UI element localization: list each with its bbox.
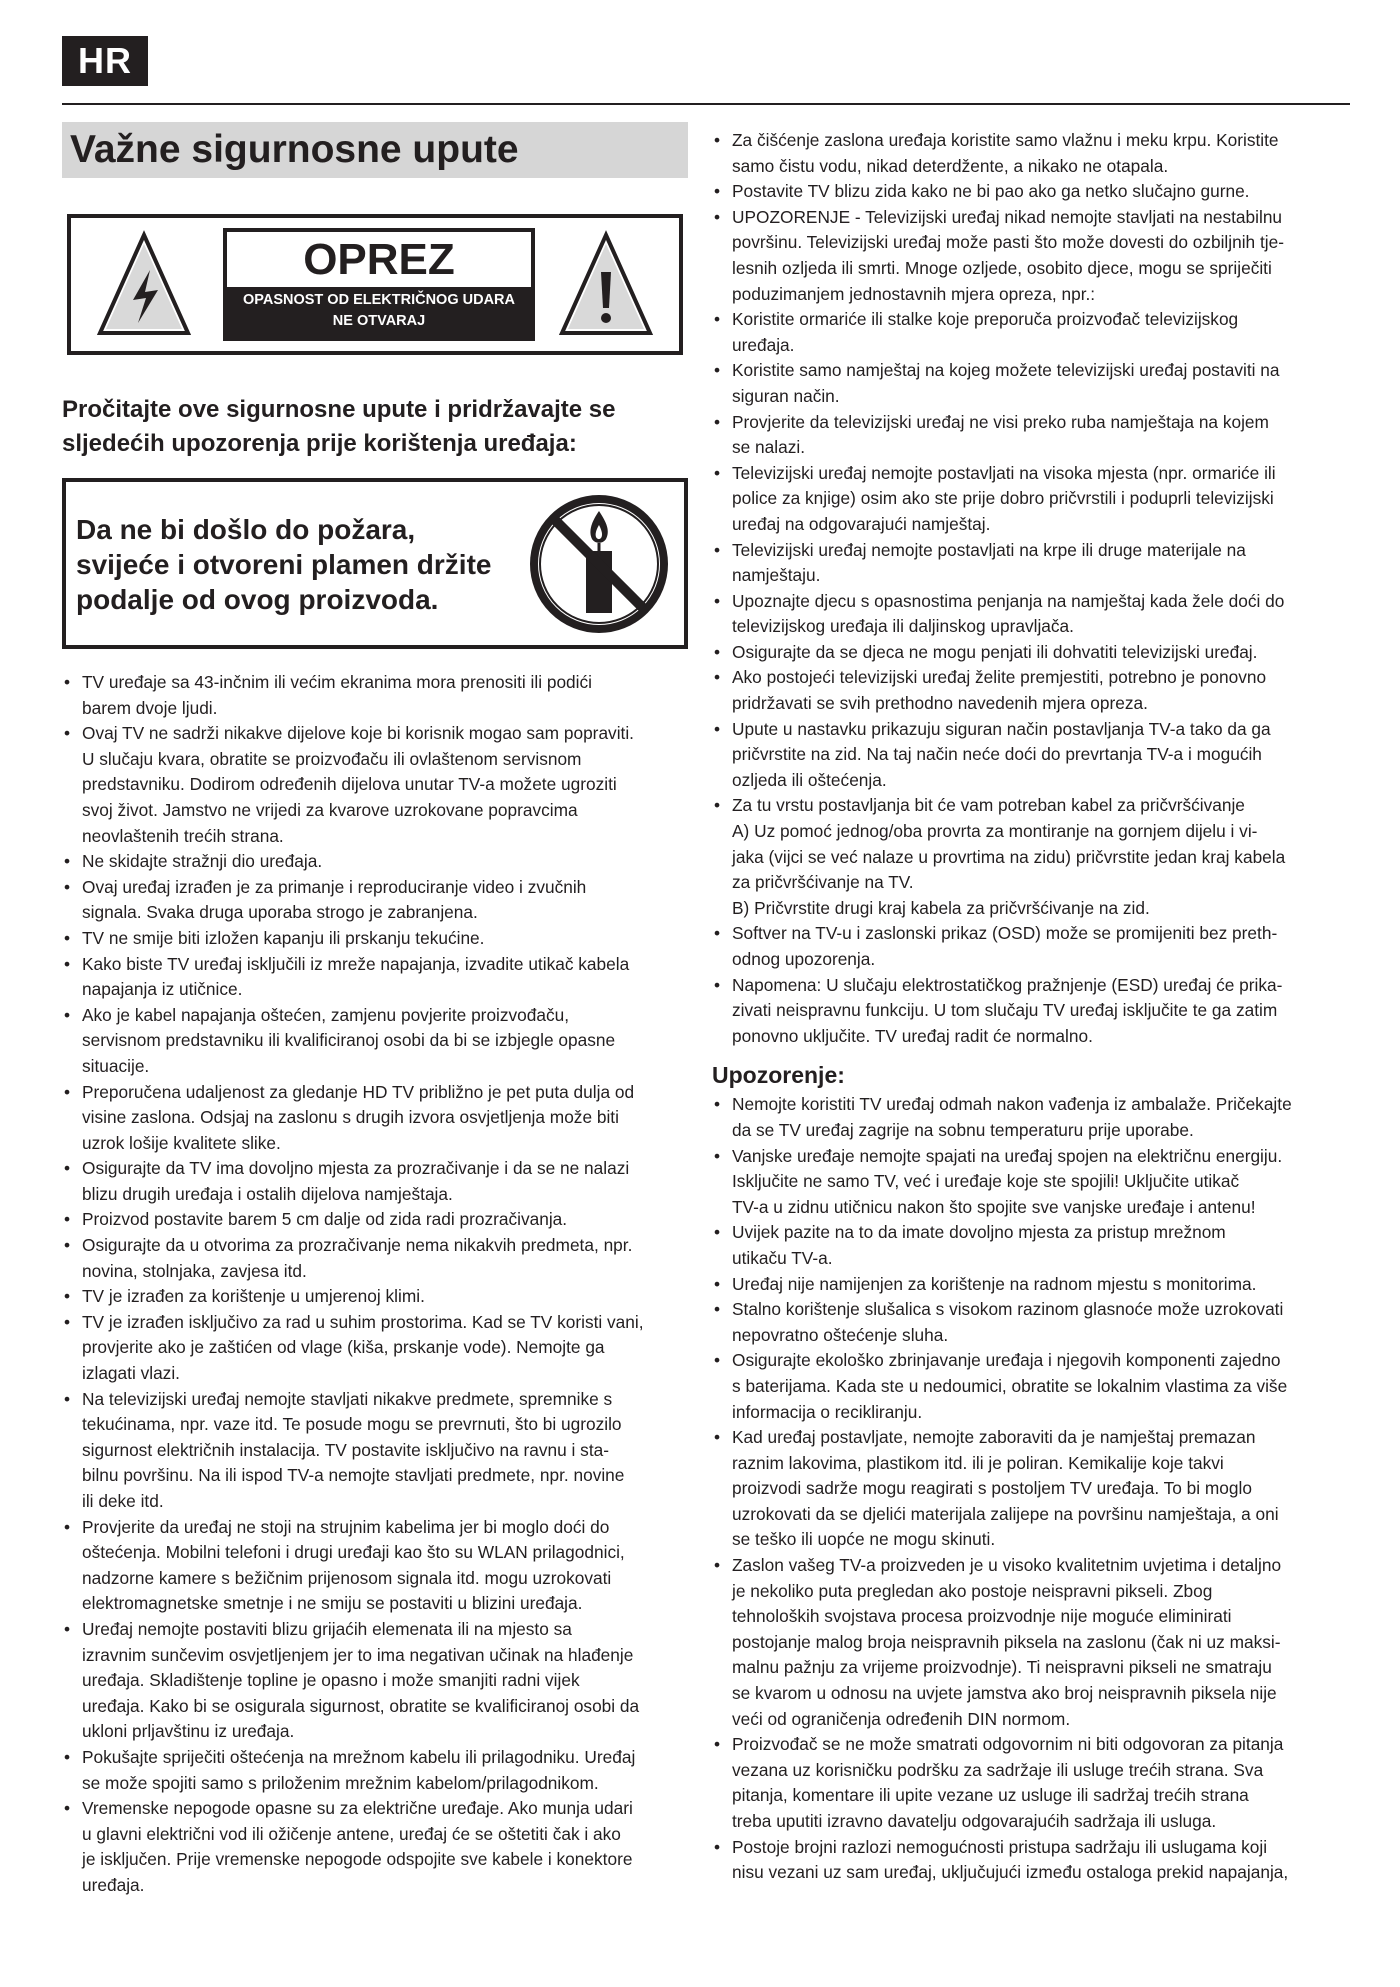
list-item: • Napomena: U slučaju elektrostatičkog pražnjenje (ESD) uređaj će prika- zivati neispravnu funkciju. U tom slučaju TV uređaj isključite te ga zatim ponovno uključite. TV uređaj radit će normalno. [712,973,1342,1050]
caution-subtitle-line2: NE OTVARAJ [332,313,426,329]
list-item: • Ovaj TV ne sadrži nikakve dijelove koje bi korisnik mogao sam popraviti. U slučaju kvara, obratite se proizvođaču ili ovlaštenom servisnom predstavniku. Dodirom određenih dijelova unutar TV-a možete ugroziti svoj život. Jamstvo ne vrijedi za kvarove uzrokovane popravcima neovlaštenih trećih strana. [62,721,688,849]
list-item: • Uvijek pazite na to da imate dovoljno mjesta za pristup mrežnom utikaču TV-a. [712,1220,1342,1271]
fire-warning-box [62,478,688,649]
list-item: • Vanjske uređaje nemojte spajati na uređaj spojen na električnu energiju. Isključite ne samo TV, već i uređaje koje ste spojili! Uključite utikač TV-a u zidnu utičnicu nakon što spojite sve vanjske uređaje i antenu! [712,1144,1342,1221]
electric-shock-warning-icon [96,230,192,338]
list-item: • Postavite TV blizu zida kako ne bi pao ako ga netko slučajno gurne. [712,179,1342,205]
caution-panel [223,228,535,341]
list-item: • Koristite ormariće ili stalke koje preporuča proizvođač televizijskog uređaja. [712,307,1342,358]
list-item: • Televizijski uređaj nemojte postavljati na visoka mjesta (npr. ormariće ili police za knjige) osim ako ste prije dobro pričvrstili i poduprli televizijski uređaj na odgovarajući namještaj. [712,461,1342,538]
list-item: • Preporučena udaljenost za gledanje HD TV približno je pet puta dulja od visine zaslona. Odsjaj na zaslonu s drugih izvora osvjetljenja može biti uzrok lošije kvalitete slike. [62,1080,688,1157]
caution-word: OPREZ [227,232,531,287]
list-item: • Proizvođač se ne može smatrati odgovornim ni biti odgovoran za pitanja vezana uz korisničku podršku za sadržaje ili usluge trećih strana. Sva pitanja, komentare ili upite vezane uz usluge ili sadržaj trećih strana treba uputiti izravno davatelju odgovarajućih sadržaja ili usluga. [712,1732,1342,1834]
no-open-flame-icon [528,493,670,635]
list-item: • Televizijski uređaj nemojte postavljati na krpe ili druge materijale na namještaju. [712,538,1342,589]
list-item: • Vremenske nepogode opasne su za električne uređaje. Ako munja udari u glavni električni vod ili ožičenje antene, uređaj će se oštetiti čak i ako je isključen. Prije vremenske nepogode odspojite sve kabele i konektore uređaja. [62,1796,688,1898]
left-column [62,122,688,1899]
list-item: • Provjerite da uređaj ne stoji na strujnim kabelima jer bi moglo doći do oštećenja. Mobilni telefoni i drugi uređaji kao što su WLAN prilagodnici, nadzorne kamere s bežičnim prijenosom signala itd. mogu uzrokovati elektromagnetske smetnje i ne smiju se postaviti u blizini uređaja. [62,1515,688,1617]
list-item: • Nemojte koristiti TV uređaj odmah nakon vađenja iz ambalaže. Pričekajte da se TV uređaj zagrije na sobnu temperaturu prije uporabe. [712,1092,1342,1143]
list-item: • Proizvod postavite barem 5 cm dalje od zida radi prozračivanja. [62,1207,688,1233]
language-badge: HR [62,36,148,86]
list-item: • Postoje brojni razlozi nemogućnosti pristupa sadržaju ili uslugama koji nisu vezani uz sam uređaj, uključujući između ostaloga prekid napajanja, [712,1835,1342,1886]
header-rule [62,103,1350,105]
list-item: • Osigurajte da u otvorima za prozračivanje nema nikakvih predmeta, npr. novina, stolnjaka, zavjesa itd. [62,1233,688,1284]
list-item: • Ne skidajte stražnji dio uređaja. [62,849,688,875]
right-column [712,128,1342,1886]
caution-subtitle-line1: OPASNOST OD ELEKTRIČNOG UDARA [242,292,516,308]
read-instructions-intro: Pročitajte ove sigurnosne upute i pridržavajte se sljedećih upozorenja prije korištenja uređaja: [62,396,616,457]
list-item: • Osigurajte ekološko zbrinjavanje uređaja i njegovih komponenti zajedno s baterijama. Kada ste u nedoumici, obratite se lokalnim vlastima za više informacija o recikliranju. [712,1348,1342,1425]
list-item: • Zaslon vašeg TV-a proizveden je u visoko kvalitetnim uvjetima i detaljno je nekoliko puta pregledan ako postoje neispravni pikseli. Zbog tehnoloških svojstava procesa proizvodnje nije moguće eliminirati postojanje malog broja neispravnih piksela na zaslonu (čak ni uz maksi- malnu pažnju za vrijeme proizvodnje). Ti neispravni pikseli ne smatraju se kvarom u odnosu na uvjete jamstva ako broj neispravnih piksela nije veći od ograničenja određenih DIN normom. [712,1553,1342,1732]
list-item: • Ako postojeći televizijski uređaj želite premjestiti, potrebno je ponovno pridržavati se svih prethodno navedenih mjera opreza. [712,665,1342,716]
list-item: • Ako je kabel napajanja oštećen, zamjenu povjerite proizvođaču, servisnom predstavniku ili kvalificiranoj osobi da bi se izbjegle opasne situacije. [62,1003,688,1080]
list-item: • Upute u nastavku prikazuju siguran način postavljanja TV-a tako da ga pričvrstite na zid. Na taj način neće doći do prevrtanja TV-a i mogućih ozljeda ili oštećenja. [712,717,1342,794]
list-item: • Kako biste TV uređaj isključili iz mreže napajanja, izvadite utikač kabela napajanja iz utičnice. [62,952,688,1003]
list-item: • Kad uređaj postavljate, nemojte zaboraviti da je namještaj premazan raznim lakovima, plastikom itd. ili je poliran. Kemikalije koje takvi proizvodi sadrže mogu reagirati s postoljem TV uređaja. To bi moglo uzrokovati da se djelići materijala zalijepe na površinu namještaja, a oni se teško ili uopće ne mogu skinuti. [712,1425,1342,1553]
list-item: • TV je izrađen za korištenje u umjerenoj klimi. [62,1284,688,1310]
safety-instructions-list [62,670,688,1899]
list-item: • Upoznajte djecu s opasnostima penjanja na namještaj kada žele doći do televizijskog uređaja ili daljinskog upravljača. [712,589,1342,640]
caution-label [67,214,683,355]
list-item: • Provjerite da televizijski uređaj ne visi preko ruba namještaja na kojem se nalazi. [712,410,1342,461]
list-item: • TV uređaje sa 43-inčnim ili većim ekranima mora prenositi ili podići barem dvoje ljudi. [62,670,688,721]
list-item: • Uređaj nemojte postaviti blizu grijaćih elemenata ili na mjesto sa izravnim sunčevim osvjetljenjem jer to ima negativan učinak na hlađenje uređaja. Skladištenje topline je opasno i može smanjiti radni vijek uređaja. Kako bi se osigurala sigurnost, obratite se kvalificiranoj osobi da ukloni prljavštinu iz uređaja. [62,1617,688,1745]
list-item: • Ovaj uređaj izrađen je za primanje i reproduciranje video i zvučnih signala. Svaka druga uporaba strogo je zabranjena. [62,875,688,926]
caution-subtitle [223,290,535,332]
list-item: • UPOZORENJE - Televizijski uređaj nikad nemojte stavljati na nestabilnu površinu. Televizijski uređaj može pasti što može dovesti do ozbiljnih tje- lesnih ozljeda ili smrti. Mnoge ozljede, osobito djece, mogu se spriječiti poduzimanjem jednostavnih mjera opreza, npr.: [712,205,1342,307]
list-item: • Osigurajte da TV ima dovoljno mjesta za prozračivanje i da se ne nalazi blizu drugih uređaja i ostalih dijelova namještaja. [62,1156,688,1207]
list-item: • Na televizijski uređaj nemojte stavljati nikakve predmete, spremnike s tekućinama, npr. vaze itd. Te posude mogu se prevrnuti, što bi ugrozilo sigurnost električnih instalacija. TV postavite isključivo na ravnu i sta- bilnu površinu. Na ili ispod TV-a nemojte stavljati predmete, npr. novine ili deke itd. [62,1387,688,1515]
list-item: • TV ne smije biti izložen kapanju ili prskanju tekućine. [62,926,688,952]
list-item: • Uređaj nije namijenjen za korištenje na radnom mjestu s monitorima. [712,1272,1342,1298]
list-item: • Stalno korištenje slušalica s visokom razinom glasnoće može uzrokovati nepovratno oštećenje sluha. [712,1297,1342,1348]
section-title: Važne sigurnosne upute [62,122,688,178]
list-item: • TV je izrađen isključivo za rad u suhim prostorima. Kad se TV koristi vani, provjerite ako je zaštićen od vlage (kiša, prskanje vode). Nemojte ga izlagati vlazi. [62,1310,688,1387]
safety-instructions-list-continued [712,128,1342,1049]
warning-list [712,1092,1342,1885]
exclamation-warning-icon [558,230,654,338]
fire-warning-text: Da ne bi došlo do požara, svijeće i otvoreni plamen držite podalje od ovog proizvoda. [76,514,492,615]
list-item: • Za čišćenje zaslona uređaja koristite samo vlažnu i meku krpu. Koristite samo čistu vodu, nikad deterdžente, a nikako ne otapala. [712,128,1342,179]
warning-heading: Upozorenje: [712,1062,845,1089]
list-item: • Softver na TV-u i zaslonski prikaz (OSD) može se promijeniti bez preth- odnog upozorenja. [712,921,1342,972]
list-item: • Osigurajte da se djeca ne mogu penjati ili dohvatiti televizijski uređaj. [712,640,1342,666]
list-item: • Koristite samo namještaj na kojeg možete televizijski uređaj postaviti na siguran način. [712,358,1342,409]
list-item: • Pokušajte spriječiti oštećenja na mrežnom kabelu ili prilagodniku. Uređaj se može spojiti samo s priloženim mrežnim kabelom/prilagodnikom. [62,1745,688,1796]
list-item: • Za tu vrstu postavljanja bit će vam potreban kabel za pričvršćivanje A) Uz pomoć jednog/oba provrta za montiranje na gornjem dijelu i vi- jaka (vijci se već nalaze u provrtima na zidu) pričvrstite jedan kraj kabela za pričvršćivanje na TV. B) Pričvrstite drugi kraj kabela za pričvršćivanje na zid. [712,793,1342,921]
